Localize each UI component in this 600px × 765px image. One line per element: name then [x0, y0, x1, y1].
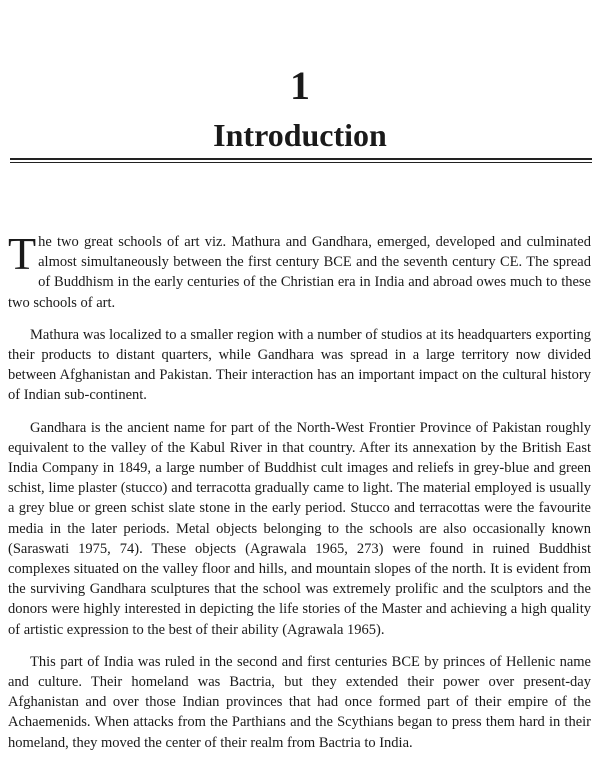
paragraph-1-text: he two great schools of art viz. Mathura and Gandhara, emerged, developed and culminated almost simultaneously between the first century BCE and the seventh century CE. The spread of Buddhism in the early centuries of the Christian era in India and abroad owes much to these two schools of art.	[8, 234, 591, 311]
title-rule-thin	[10, 162, 592, 163]
title-rule-thick	[10, 158, 592, 160]
chapter-title: Introduction	[213, 117, 387, 153]
paragraph-2: Mathura was localized to a smaller region with a number of studios at its headquarters exporting their products to distant quarters, while Gandhara was spread in a large territory now divided between Afghanistan and Pakistan. Their interaction has an important impact on the cultural history of Indian sub-continent.	[8, 326, 591, 404]
chapter-number: 1	[290, 63, 310, 108]
drop-cap: T	[8, 228, 37, 279]
paragraph-3: Gandhara is the ancient name for part of the North-West Frontier Province of Pakistan roughly equivalent to the valley of the Kabul River in that country. After its annexation by the British East India Company in 1849, a large number of Buddhist cult images and reliefs in grey-blue and green schist, lime plaster (stucco) and terracotta gradually came to light. The material employed is usually a grey blue or green schist slate stone in the early period. Stucco and terracottas were the favourite media in the later periods. Metal objects belonging to the schools are also occasionally known (Saraswati 1975, 74). These objects (Agrawala 1965, 273) were found in ruined Buddhist complexes situated on the valley floor and hills, and mountain slopes of the north. It is evident from the surviving Gandhara sculptures that the school was extremely prolific and the sculptors and the donors were highly interested in depicting the life stories of the Master and achieving a high quality of artistic expression to the best of their ability (Agrawala 1965).	[8, 419, 591, 638]
paragraph-4: This part of India was ruled in the second and first centuries BCE by princes of Hellenic name and culture. Their homeland was Bactria, but they extended their power over present-day Afghanistan and over those Indian provinces that had once formed part of their empire of the Achaemenids. When attacks from the Parthians and the Scythians began to press them hard in their homeland, they moved the center of their realm from Bactria to India.	[8, 653, 591, 751]
chapter-body	[8, 228, 591, 765]
paragraph-1	[8, 228, 591, 313]
